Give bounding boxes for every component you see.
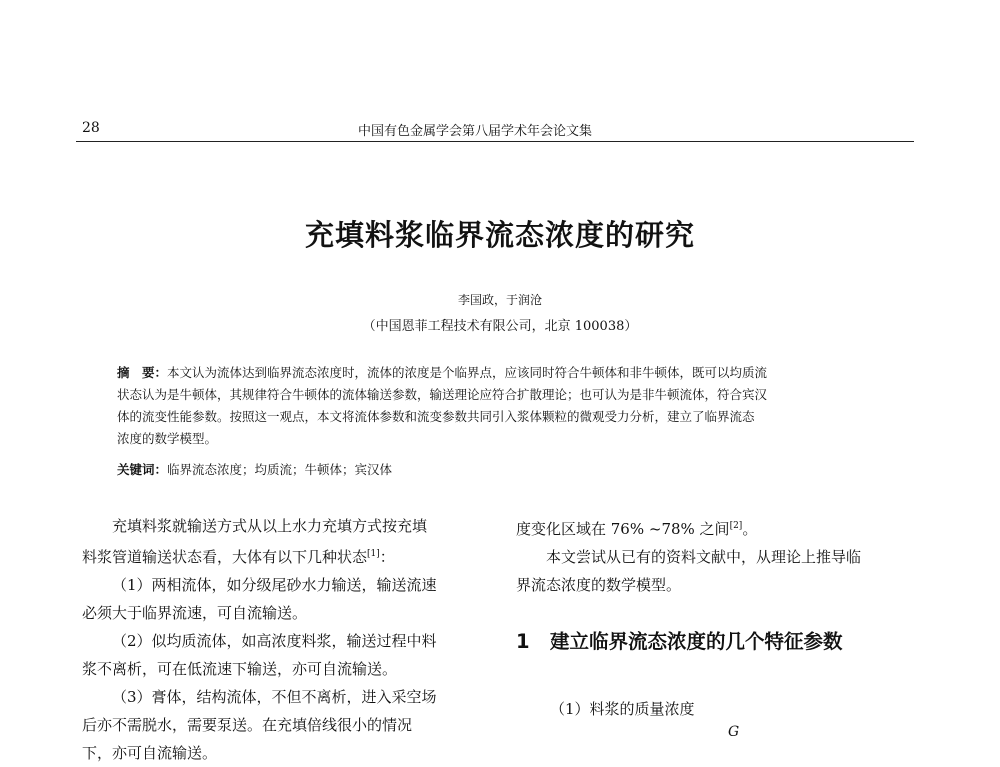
right-column bbox=[516, 512, 914, 599]
affiliation: （中国恩菲工程技术有限公司，北京 100038） bbox=[362, 319, 638, 334]
section-heading bbox=[516, 626, 842, 654]
abstract-line: 本文认为流体达到临界流态浓度时，流体的浓度是个临界点，应该同时符合牛顿体和非牛顿体，既可以均质流 bbox=[167, 365, 768, 380]
list-item: 下，亦可自流输送。 bbox=[82, 744, 218, 762]
list-item: （3）膏体，结构流体，不但不离析，进入采空场 bbox=[112, 688, 437, 706]
abstract-line: 体的流变性能参数。按照这一观点，本文将流体参数和流变参数共同引入浆体颗粒的微观受力分析，建立了临界流态 bbox=[117, 409, 755, 424]
section-title: 建立临界流态浓度的几个特征参数 bbox=[549, 630, 843, 653]
subsection-heading: （1）料浆的质量浓度 bbox=[550, 700, 695, 718]
list-item: 浆不离析，可在低流速下输送，亦可自流输送。 bbox=[82, 660, 398, 678]
list-item: 必须大于临界流速，可自流输送。 bbox=[82, 604, 308, 622]
paragraph: 充填料浆就输送方式从以上水力充填方式按充填 bbox=[112, 517, 428, 535]
formula-fragment: G bbox=[728, 724, 740, 740]
keywords-text: 临界流态浓度；均质流；牛顿体；宾汉体 bbox=[167, 462, 393, 477]
authors: 李国政，于润沧 bbox=[457, 293, 542, 307]
citation: [2] bbox=[729, 521, 743, 531]
paragraph: 料浆管道输送状态看，大体有以下几种状态[1]： bbox=[82, 548, 395, 566]
citation: [1] bbox=[367, 549, 380, 559]
keywords-label: 关键词： bbox=[117, 462, 168, 477]
page-number: 28 bbox=[82, 120, 100, 136]
running-header: 中国有色金属学会第八届学术年会论文集 bbox=[358, 124, 593, 139]
abstract bbox=[117, 362, 907, 450]
abstract-line: 状态认为是牛顿体，其规律符合牛顿体的流体输送参数，输送理论应符合扩散理论；也可认为是非牛顿流体，符合宾汉 bbox=[117, 387, 768, 402]
left-column bbox=[82, 512, 490, 767]
abstract-label: 摘 要： bbox=[117, 365, 168, 380]
keywords bbox=[117, 460, 907, 478]
abstract-line: 浓度的数学模型。 bbox=[117, 431, 218, 446]
paragraph: 度变化区域在 76% ~78% 之间[2]。 bbox=[516, 520, 758, 538]
paragraph: 界流态浓度的数学模型。 bbox=[516, 576, 682, 594]
list-item: （2）似均质流体，如高浓度料浆，输送过程中料 bbox=[112, 632, 437, 650]
paper-title: 充填料浆临界流态浓度的研究 bbox=[304, 218, 695, 252]
paragraph: 本文尝试从已有的资料文献中，从理论上推导临 bbox=[546, 548, 862, 566]
list-item: （1）两相流体，如分级尾砂水力输送，输送流速 bbox=[112, 576, 437, 594]
section-number: 1 bbox=[516, 630, 530, 653]
list-item: 后亦不需脱水，需要泵送。在充填倍线很小的情况 bbox=[82, 716, 413, 734]
header-rule bbox=[76, 141, 914, 142]
